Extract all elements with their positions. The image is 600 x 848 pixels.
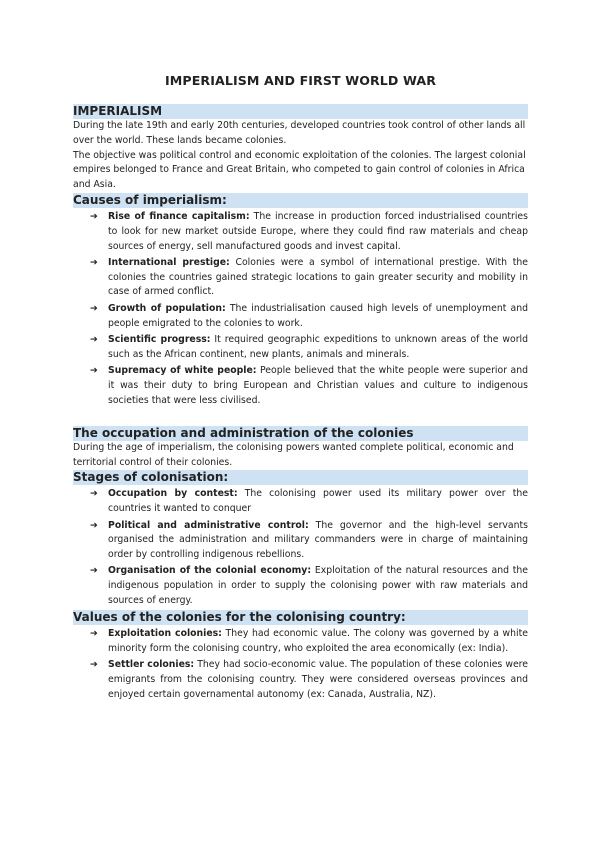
values-list xyxy=(73,627,528,702)
paragraph: During the late 19th and early 20th centuries, developed countries took control of other lands all over the world. These lands became colonies. xyxy=(73,120,526,146)
list-item xyxy=(73,364,528,408)
list-item-term: Growth of population: xyxy=(108,302,226,314)
list-item-text: Exploitation of the natural resources and the indigenous population in order to supply the colonising power with raw materials and sources of energy. xyxy=(108,565,529,607)
list-item-text: The industrialisation caused high levels of unemployment and people emigrated to the colonies to work. xyxy=(108,302,528,329)
arrow-icon: ➔ xyxy=(90,364,98,376)
subheading-causes: Causes of imperialism: xyxy=(73,193,528,208)
list-item-term: Scientific progress: xyxy=(108,333,211,345)
list-item-term: Political and administrative control: xyxy=(108,519,309,531)
document-page xyxy=(73,73,528,704)
causes-list xyxy=(73,210,528,408)
list-item-text: The governor and the high-level servants organised the administration and military commanders were in charge of maintaining order by controlling indigenous rebellions. xyxy=(108,519,529,561)
list-item xyxy=(73,564,528,608)
list-item xyxy=(73,333,528,363)
list-item xyxy=(73,487,528,517)
page-title: IMPERIALISM AND FIRST WORLD WAR xyxy=(164,73,437,88)
list-item xyxy=(73,302,528,332)
subheading-values: Values of the colonies for the colonising country: xyxy=(73,610,528,625)
arrow-icon: ➔ xyxy=(90,565,98,577)
list-item-text: It required geographic expeditions to unknown areas of the world such as the African continent, new plants, animals and minerals. xyxy=(108,333,528,360)
subheading-stages: Stages of colonisation: xyxy=(73,470,528,485)
arrow-icon: ➔ xyxy=(90,302,98,314)
list-item-text: They had socio-economic value. The population of these colonies were emigrants from the colonising country. They were considered overseas provinces and enjoyed certain governamental autonomy (ex: Canada, Australia, NZ). xyxy=(108,659,528,700)
arrow-icon: ➔ xyxy=(90,210,98,222)
section-heading-imperialism: IMPERIALISM xyxy=(73,104,528,119)
list-item-text: The colonising power used its military power over the countries it wanted to conquer xyxy=(108,488,528,515)
list-item-term: Organisation of the colonial economy: xyxy=(108,565,312,577)
list-item-text: Colonies were a symbol of international prestige. With the colonies the countries gained strategic locations to gain greater security and mobility in case of armed conflict. xyxy=(108,256,528,298)
stages-list xyxy=(73,487,528,608)
list-item xyxy=(73,256,528,300)
list-item-text: They had economic value. The colony was governed by a white minority form the colonising country, who exploited the area economically (ex: India). xyxy=(108,628,528,655)
paragraph: During the age of imperialism, the colonising powers wanted complete political, economic and territorial control of their colonies. xyxy=(73,441,514,468)
list-item-term: International prestige: xyxy=(108,256,230,268)
arrow-icon: ➔ xyxy=(90,488,98,500)
paragraph: The objective was political control and economic exploitation of the colonies. The largest colonial empires belonged to France and Great Britain, who competed to gain control of colonies in Africa and Asia. xyxy=(73,149,526,191)
list-item xyxy=(73,627,528,657)
list-item-term: Exploitation colonies: xyxy=(108,628,222,640)
arrow-icon: ➔ xyxy=(90,333,98,345)
list-item-term: Settler colonies: xyxy=(108,659,195,671)
arrow-icon: ➔ xyxy=(90,519,98,531)
list-item xyxy=(73,210,528,254)
section-spacer xyxy=(73,410,528,426)
list-item-text: People believed that the white people were superior and it was their duty to bring European and Christian values and culture to indigenous societies that were less civilised. xyxy=(108,364,528,406)
section-heading-occupation: The occupation and administration of the colonies xyxy=(73,426,528,441)
arrow-icon: ➔ xyxy=(90,256,98,268)
list-item xyxy=(73,519,528,563)
arrow-icon: ➔ xyxy=(90,659,98,671)
list-item-term: Rise of finance capitalism: xyxy=(108,210,250,222)
list-item-text: The increase in production forced industrialised countries to look for new market outside Europe, where they could find raw materials and cheap sources of energy, sell manufactured goods and invest capital. xyxy=(108,210,529,252)
list-item-term: Occupation by contest: xyxy=(108,488,238,500)
list-item-term: Supremacy of white people: xyxy=(108,364,257,376)
arrow-icon: ➔ xyxy=(90,628,98,640)
list-item xyxy=(73,658,528,702)
